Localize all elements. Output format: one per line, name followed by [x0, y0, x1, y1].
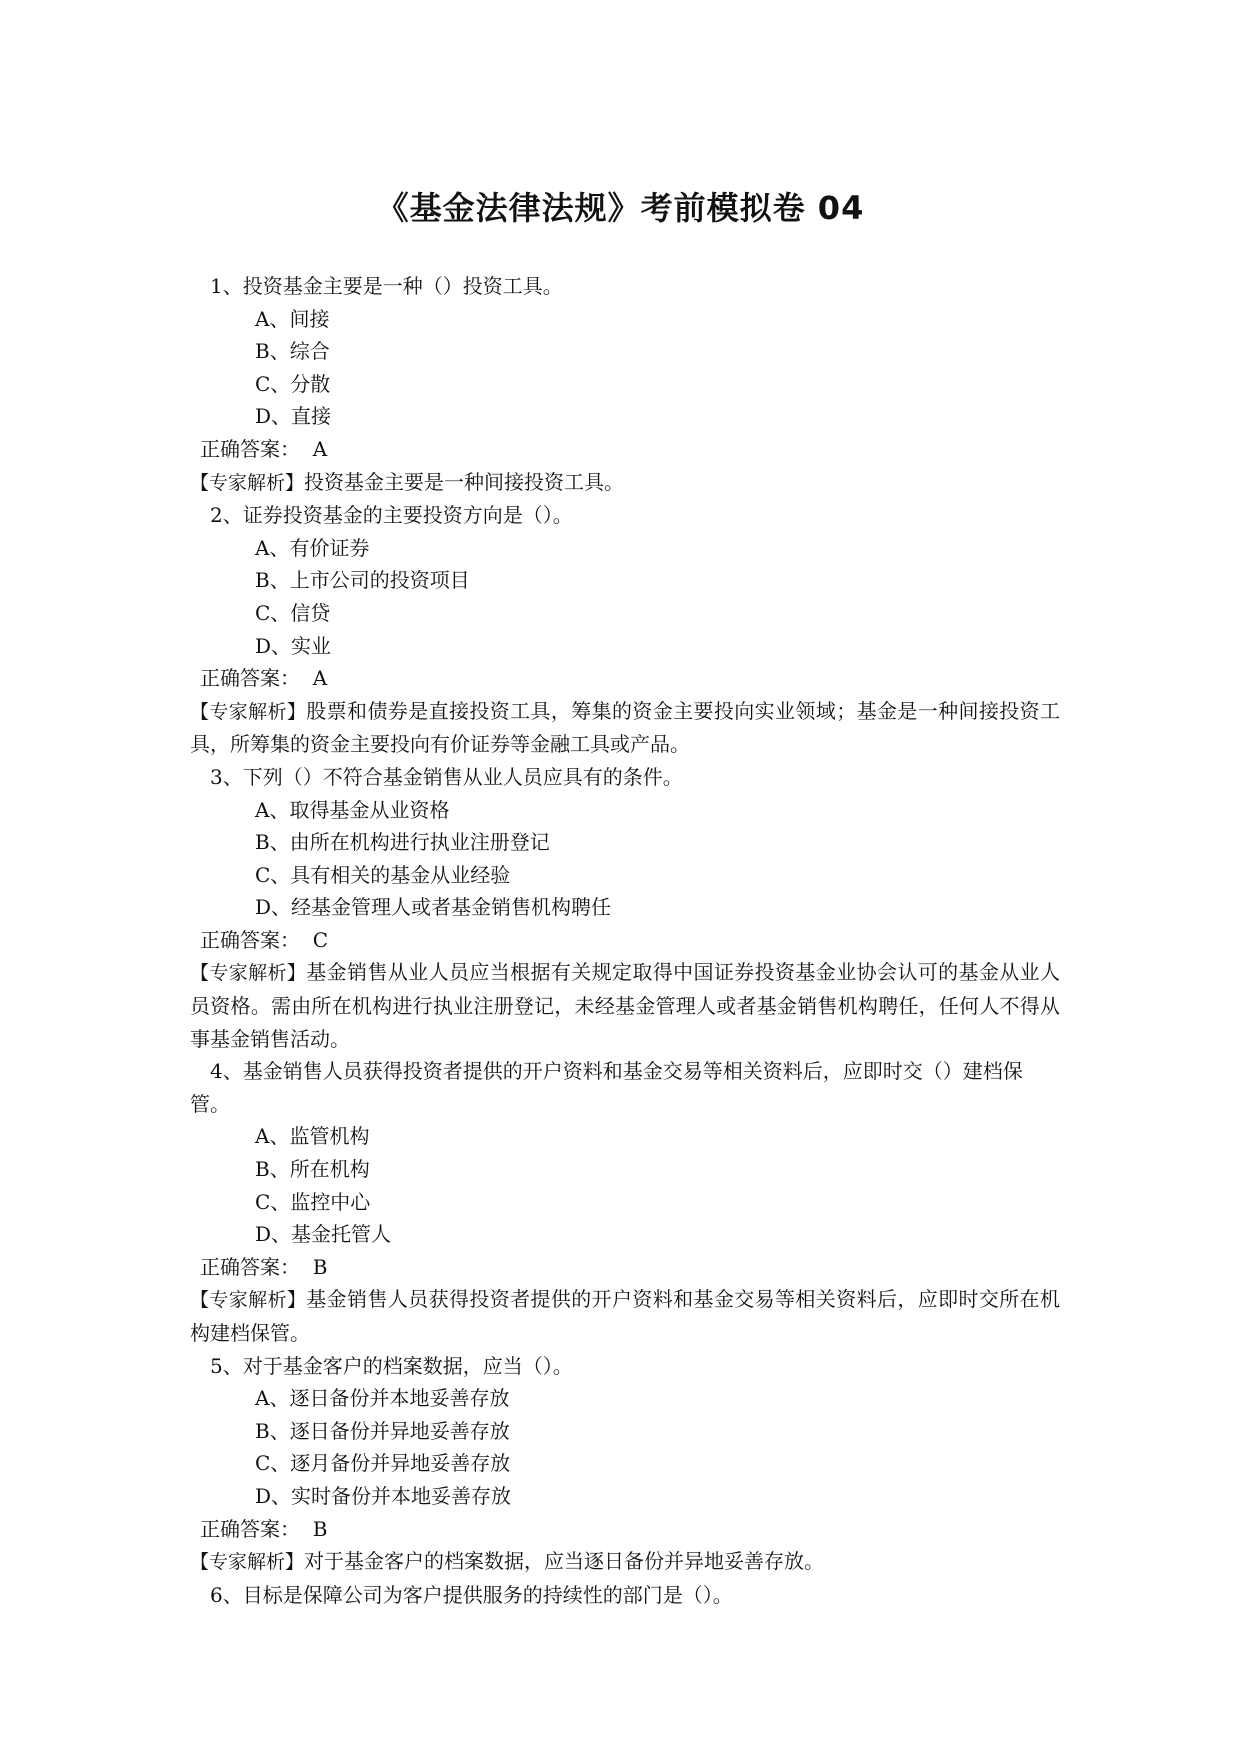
- page-title: 《基金法律法规》考前模拟卷 04: [376, 189, 865, 227]
- question-5: [190, 1350, 1060, 1579]
- option-d: D、实时备份并本地妥善存放: [255, 1483, 512, 1508]
- option-b: B、综合: [255, 339, 330, 364]
- option-b: B、所在机构: [255, 1157, 370, 1182]
- analysis-label: 【专家解析】: [190, 1551, 305, 1574]
- answer-value: B: [312, 1254, 328, 1279]
- answer-label: 正确答案：: [200, 666, 300, 691]
- question-stem: 2、证券投资基金的主要投资方向是（）。: [210, 503, 573, 528]
- analysis-text: 股票和债券是直接投资工具，筹集的资金主要投向实业领域；基金是一种间接投资工具，所筹集的资金主要投向有价证券等金融工具或产品。: [190, 698, 1060, 757]
- question-4: [190, 1055, 1060, 1349]
- answer-label: 正确答案：: [200, 1254, 300, 1279]
- correct-answer: [190, 1513, 1060, 1546]
- answer-label: 正确答案：: [200, 927, 300, 952]
- analysis-label: 【专家解析】: [190, 471, 305, 494]
- analysis-label: 【专家解析】: [190, 700, 307, 723]
- option-a: A、间接: [255, 306, 330, 331]
- option-a: A、监管机构: [255, 1124, 370, 1149]
- expert-analysis: [190, 1283, 1060, 1349]
- analysis-text: 基金销售从业人员应当根据有关规定取得中国证券投资基金业协会认可的基金从业人员资格。需由所在机构进行执业注册登记，未经基金管理人或者基金销售机构聘任，任何人不得从事基金销售活动。: [190, 960, 1060, 1051]
- question-stem: 4、基金销售人员获得投资者提供的开户资料和基金交易等相关资料后，应即时交（）建档保管。: [190, 1059, 1023, 1116]
- analysis-text: 投资基金主要是一种间接投资工具。: [304, 469, 625, 494]
- option-d: D、实业: [255, 633, 332, 658]
- correct-answer: [190, 662, 1060, 695]
- analysis-text: 对于基金客户的档案数据，应当逐日备份并异地妥善存放。: [304, 1549, 825, 1574]
- option-c: C、分散: [255, 371, 331, 396]
- answer-value: B: [312, 1516, 328, 1541]
- correct-answer: [190, 433, 1060, 466]
- expert-analysis: [190, 956, 1060, 1055]
- correct-answer: [190, 1251, 1060, 1284]
- question-1: [190, 270, 1060, 499]
- question-list: [190, 270, 1060, 1611]
- answer-label: 正确答案：: [200, 436, 300, 461]
- analysis-label: 【专家解析】: [190, 1289, 307, 1312]
- option-c: C、具有相关的基金从业经验: [255, 862, 511, 887]
- answer-label: 正确答案：: [200, 1516, 300, 1541]
- option-a: A、有价证券: [255, 535, 370, 560]
- expert-analysis: [190, 1545, 1060, 1579]
- question-stem: 1、投资基金主要是一种（）投资工具。: [210, 274, 563, 298]
- option-b: B、上市公司的投资项目: [255, 568, 470, 593]
- answer-value: A: [312, 436, 328, 461]
- option-a: A、逐日备份并本地妥善存放: [255, 1386, 510, 1411]
- expert-analysis: [190, 466, 1060, 500]
- analysis-text: 基金销售人员获得投资者提供的开户资料和基金交易等相关资料后，应即时交所在机构建档保管。: [190, 1287, 1060, 1345]
- option-d: D、直接: [255, 404, 332, 429]
- option-c: C、监控中心: [255, 1189, 371, 1214]
- option-b: B、逐日备份并异地妥善存放: [255, 1418, 510, 1443]
- correct-answer: [190, 924, 1060, 957]
- question-6: [190, 1579, 1060, 1612]
- question-stem: 5、对于基金客户的档案数据，应当（）。: [210, 1353, 573, 1378]
- option-d: D、经基金管理人或者基金销售机构聘任: [255, 895, 612, 920]
- answer-value: A: [312, 666, 328, 691]
- expert-analysis: [190, 695, 1060, 761]
- question-3: [190, 761, 1060, 1055]
- option-c: C、逐月备份并异地妥善存放: [255, 1451, 511, 1476]
- analysis-label: 【专家解析】: [190, 962, 307, 985]
- question-stem: 6、目标是保障公司为客户提供服务的持续性的部门是（）。: [210, 1582, 733, 1607]
- question-2: [190, 499, 1060, 761]
- question-stem: 3、下列（）不符合基金销售从业人员应具有的条件。: [210, 764, 683, 789]
- option-c: C、信贷: [255, 600, 331, 625]
- option-a: A、取得基金从业资格: [255, 797, 450, 822]
- answer-value: C: [312, 927, 329, 952]
- option-b: B、由所在机构进行执业注册登记: [255, 830, 550, 855]
- option-d: D、基金托管人: [255, 1222, 392, 1247]
